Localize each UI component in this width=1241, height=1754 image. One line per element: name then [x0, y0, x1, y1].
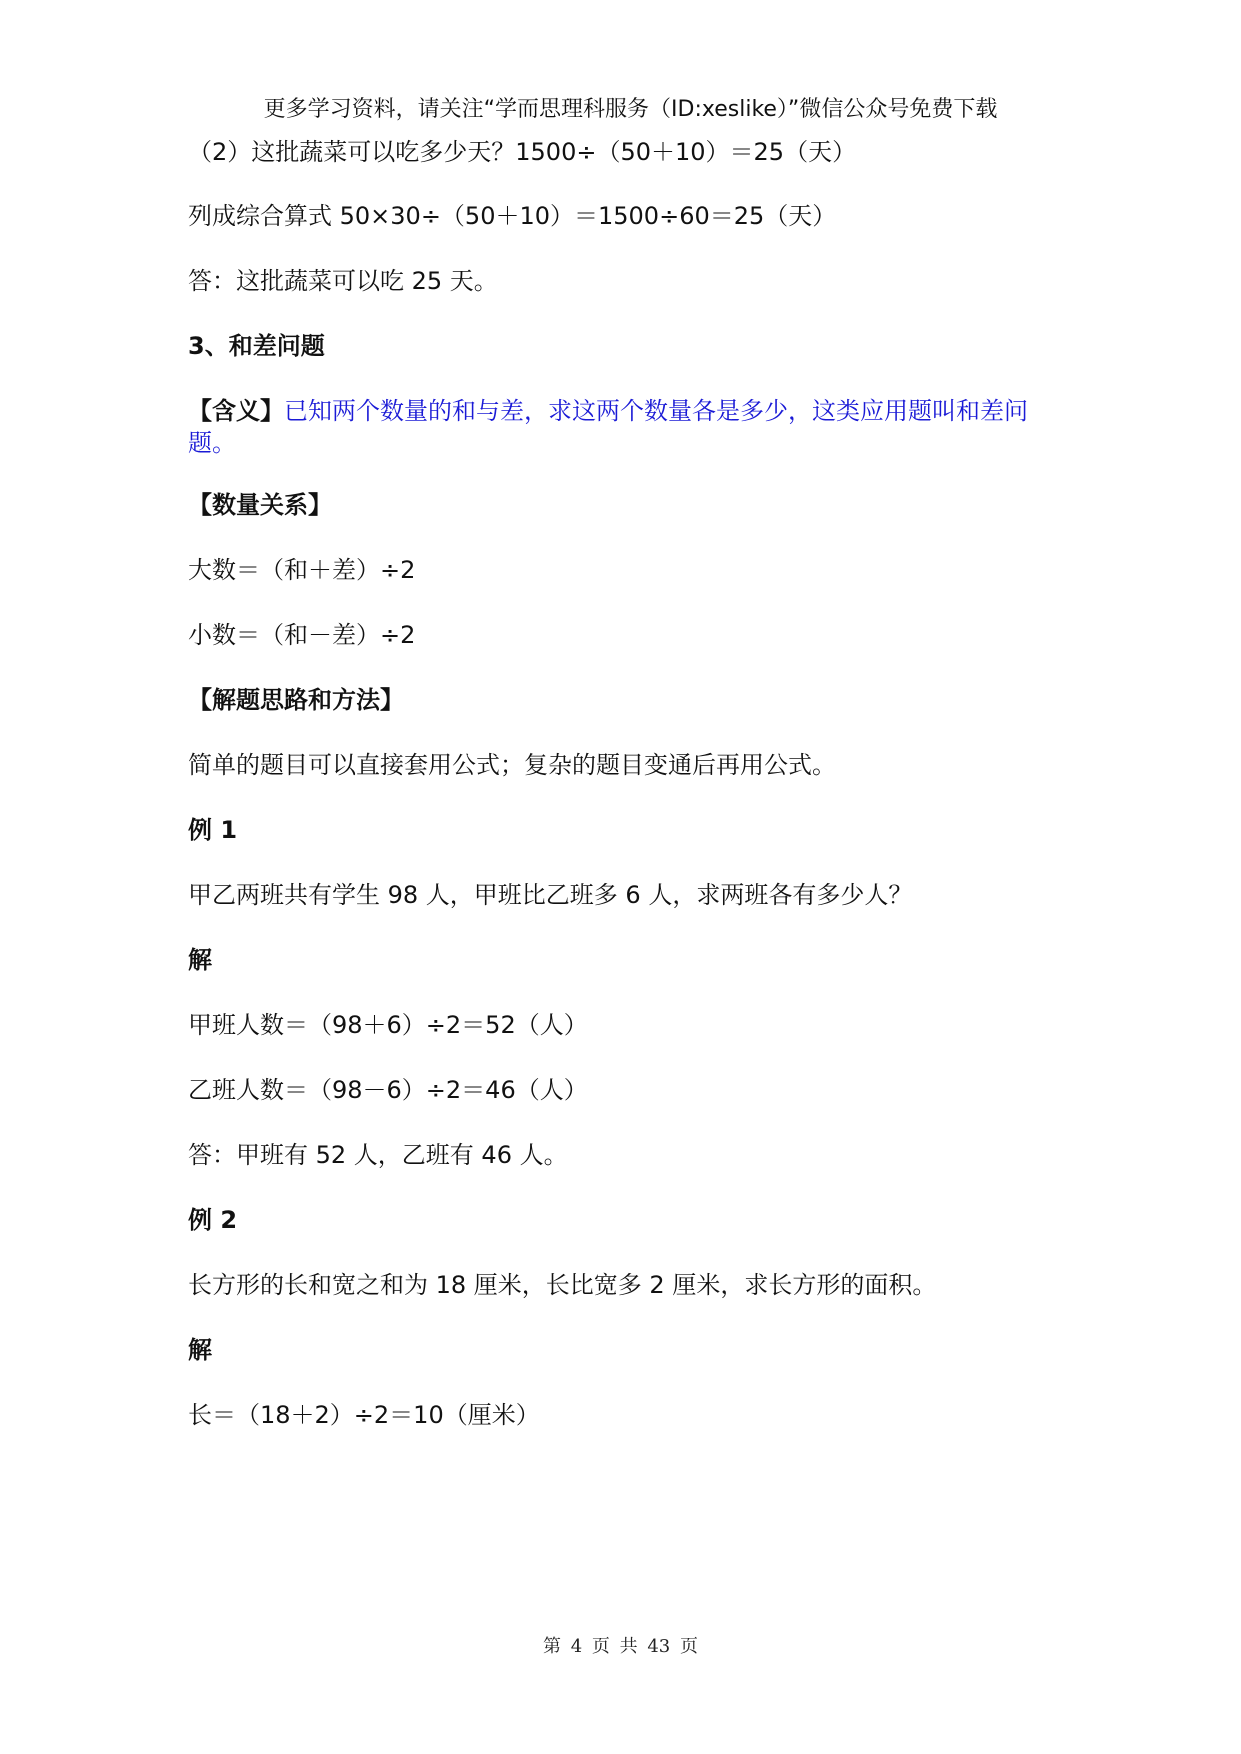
promo-header-note: 更多学习资料，请关注“学而思理科服务（ID:xeslike）”微信公众号免费下载	[263, 97, 998, 122]
previous-answer-line: 答：这批蔬菜可以吃 25 天。	[188, 267, 498, 295]
method-title: 【解题思路和方法】	[188, 686, 404, 714]
example-1-solution-label: 解	[188, 946, 212, 974]
example-1-answer: 答：甲班有 52 人，乙班有 46 人。	[188, 1141, 568, 1169]
method-text: 简单的题目可以直接套用公式；复杂的题目变通后再用公式。	[188, 751, 836, 779]
example-2-question: 长方形的长和宽之和为 18 厘米，长比宽多 2 厘米，求长方形的面积。	[188, 1271, 937, 1299]
meaning-paragraph	[188, 395, 1068, 459]
relation-small-number: 小数＝（和－差）÷2	[188, 621, 416, 649]
relation-title: 【数量关系】	[188, 491, 332, 519]
question-2-line: （2）这批蔬菜可以吃多少天？1500÷（50＋10）＝25（天）	[188, 138, 857, 166]
example-2-solution-label: 解	[188, 1336, 212, 1364]
meaning-text: 已知两个数量的和与差，求这两个数量各是多少，这类应用题叫和差问题。	[188, 397, 1028, 457]
example-1-question: 甲乙两班共有学生 98 人，甲班比乙班多 6 人，求两班各有多少人？	[188, 881, 913, 909]
example-1-step-1: 甲班人数＝（98＋6）÷2＝52（人）	[188, 1011, 588, 1039]
section-title: 3、和差问题	[188, 332, 325, 360]
example-2-step-1: 长＝（18＋2）÷2＝10（厘米）	[188, 1401, 540, 1429]
page-indicator: 第 4 页 共 43 页	[543, 1636, 698, 1657]
example-2-title: 例 2	[188, 1206, 238, 1234]
combined-formula-line: 列成综合算式 50×30÷（50＋10）＝1500÷60＝25（天）	[188, 202, 837, 230]
example-1-step-2: 乙班人数＝（98－6）÷2＝46（人）	[188, 1076, 588, 1104]
meaning-label: 【含义】	[188, 397, 284, 425]
relation-big-number: 大数＝（和＋差）÷2	[188, 556, 416, 584]
example-1-title: 例 1	[188, 816, 238, 844]
